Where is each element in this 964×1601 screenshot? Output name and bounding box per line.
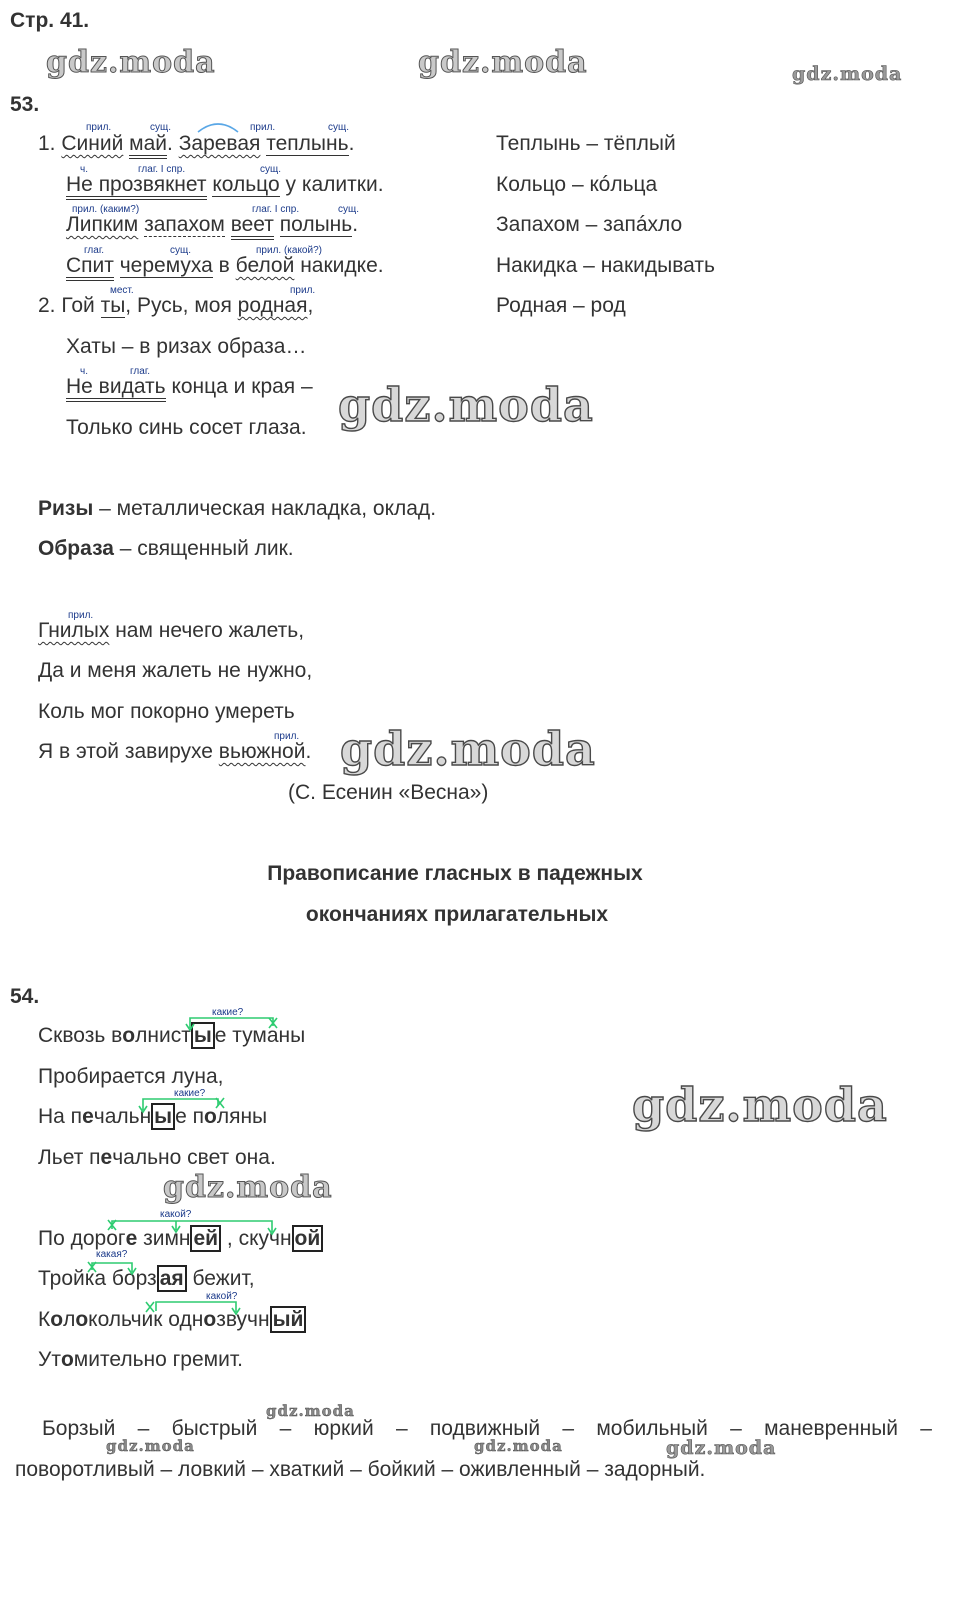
watermark-logo: gdz.moda — [474, 1437, 563, 1455]
grammar-note: ч. — [80, 164, 88, 175]
section-title: Правописание гласных в падежных — [267, 862, 643, 885]
poem-line: Только синь сосет глаза. — [66, 416, 307, 439]
question-label: какие? — [174, 1088, 206, 1099]
watermark-logo: gdz.moda — [340, 722, 596, 776]
word-pair: Запахом – запáхло — [496, 213, 683, 236]
poem-line: Не видать конца и края – — [66, 374, 313, 400]
section-title: окончаниях прилагательных — [305, 903, 609, 926]
grammar-note: сущ. — [150, 122, 172, 133]
definition: Образа – священный лик. — [38, 537, 294, 560]
question-label: какой? — [206, 1291, 238, 1302]
grammar-note: сущ. — [338, 204, 360, 215]
exercise-number: 54. — [10, 985, 40, 1008]
grammar-note: глаг. I спр. — [252, 204, 300, 215]
grammar-note: прил. — [250, 122, 276, 133]
poem-line: Спит черемуха в белой накидке. — [66, 253, 384, 279]
poem-line: Утомительно гремит. — [38, 1348, 243, 1371]
question-label: какая? — [96, 1249, 128, 1260]
poem-line: Колокольчик однозвучн ый — [38, 1307, 306, 1333]
arrow-link — [190, 1018, 273, 1028]
poem-line: Коль мог покорно умереть — [38, 700, 295, 723]
grammar-note: глаг. — [84, 245, 105, 256]
page-number: Стр. 41. — [10, 9, 90, 32]
source-citation: (С. Есенин «Весна») — [288, 781, 489, 804]
poem-line: Да и меня жалеть не нужно, — [38, 659, 313, 682]
word-pair: Накидка – накидывать — [496, 254, 715, 277]
poem-line: Хаты – в ризах образа… — [66, 335, 307, 358]
grammar-note: прил. — [290, 285, 316, 296]
word-pair: Родная – род — [496, 294, 626, 317]
poem-line: Я в этой завирухе вьюжной. — [38, 740, 312, 763]
watermark-logo: gdz.moda — [46, 45, 216, 80]
watermark-logo: gdz.moda — [163, 1170, 333, 1205]
poem-line: Сквозь волнист ы е туманы — [38, 1024, 306, 1047]
synonym-line: поворотливый – ловкий – хваткий – бойкий – оживленный – задорный. — [15, 1458, 706, 1481]
watermark-logo: gdz.moda — [418, 45, 588, 80]
grammar-note: сущ. — [170, 245, 192, 256]
grammar-note: глаг. I спр. — [138, 164, 186, 175]
word-pair: Кольцо – кóльца — [496, 173, 658, 196]
grammar-note: ч. — [80, 366, 88, 377]
arrow-link — [156, 1302, 236, 1312]
poem-line: 2. Гой ты, Русь, моя родная, — [38, 294, 314, 317]
grammar-note: прил. (какой?) — [256, 245, 322, 256]
word-pair: Теплынь – тёплый — [496, 132, 676, 155]
grammar-note: сущ. — [260, 164, 282, 175]
watermark-logo: gdz.moda — [266, 1402, 355, 1420]
watermark-logo: gdz.moda — [632, 1078, 888, 1132]
poem-line: Пробирается луна, — [38, 1065, 224, 1088]
poem-line: Гнилых нам нечего жалеть, — [38, 619, 305, 642]
grammar-note: прил. (каким?) — [72, 204, 140, 215]
question-label: какой? — [160, 1209, 192, 1220]
grammar-note: глаг. — [130, 366, 151, 377]
poem-line: Льет печально свет она. — [38, 1146, 276, 1169]
grammar-note: сущ. — [328, 122, 350, 133]
stress-arc — [198, 124, 238, 132]
watermark-logo: gdz.moda — [338, 378, 594, 432]
poem-line: 1. Синий май. Заревая теплынь. — [38, 131, 354, 157]
poem-line: Не прозвякнет кольцо у калитки. — [66, 172, 384, 198]
poem-line: На печальн ы е поляны — [38, 1105, 268, 1128]
definition: Ризы – металлическая накладка, оклад. — [38, 497, 437, 520]
question-label: какие? — [212, 1007, 244, 1018]
grammar-note: мест. — [110, 285, 134, 296]
arrow-link — [112, 1221, 272, 1232]
arrow-link — [92, 1263, 132, 1272]
arrow-link — [143, 1099, 218, 1110]
watermark-logo: gdz.moda — [792, 63, 903, 85]
synonym-line: Борзый – быстрый – юркий – подвижный – мобильный – маневренный – — [42, 1417, 932, 1440]
grammar-note: прил. — [68, 610, 94, 621]
watermark-logo: gdz.moda — [106, 1437, 195, 1455]
exercise-number: 53. — [10, 93, 40, 116]
watermark-logo: gdz.moda — [666, 1437, 777, 1459]
poem-line: По дороге зимн ей , скучн ой — [38, 1226, 323, 1252]
poem-line: Тройка борз ая бежит, — [38, 1267, 255, 1290]
poem-line: Липким запахом веет полынь. — [66, 212, 358, 238]
grammar-note: прил. — [86, 122, 112, 133]
grammar-note: прил. — [274, 731, 300, 742]
